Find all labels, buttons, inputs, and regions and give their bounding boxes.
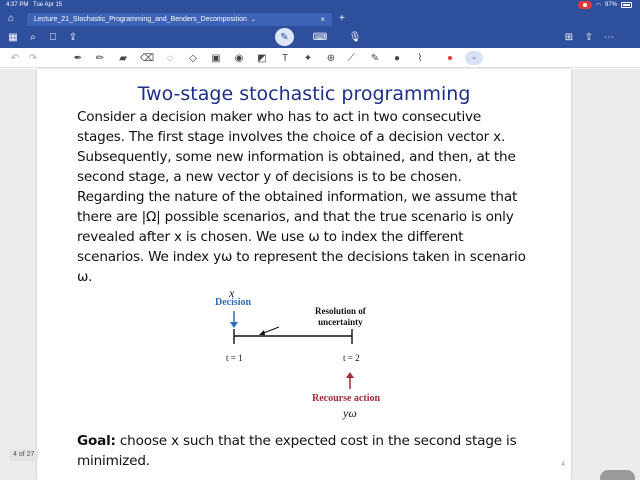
image-icon[interactable]: ▣ bbox=[211, 52, 221, 64]
diagram-x-label: x bbox=[229, 286, 235, 300]
resolution-line-1: Resolution of bbox=[315, 306, 366, 316]
redo-icon[interactable]: ↷ bbox=[28, 52, 38, 64]
eraser-icon[interactable]: ⌫ bbox=[139, 52, 155, 64]
diagram-resolution-label bbox=[315, 306, 366, 328]
lasso-icon[interactable]: ◌ bbox=[167, 52, 173, 64]
camera-icon[interactable]: ◉ bbox=[234, 52, 244, 64]
body-line: scenarios. We index yω to represent the decisions taken in scenario bbox=[77, 249, 526, 265]
brush-icon[interactable]: ⌇ bbox=[417, 52, 423, 64]
add-tab-icon[interactable]: + bbox=[339, 13, 345, 24]
document-area[interactable] bbox=[0, 69, 640, 480]
goal-line-1: choose x such that the expected cost in the second stage is bbox=[115, 433, 517, 449]
sticker-icon[interactable]: ◩ bbox=[257, 52, 267, 64]
sidebar-icon[interactable]: ▦ bbox=[8, 31, 18, 43]
toolbar bbox=[0, 26, 640, 48]
tab-bar bbox=[0, 12, 640, 26]
more-icon[interactable]: ⋯ bbox=[604, 31, 614, 43]
bookmark-icon[interactable]: ⎕ bbox=[50, 31, 56, 43]
recourse-arrowhead bbox=[346, 372, 354, 378]
color-icon[interactable]: ● bbox=[393, 52, 401, 64]
body-line: revealed after x is chosen. We use ω to index the different bbox=[77, 229, 464, 245]
keyboard-icon[interactable]: ⌨ bbox=[312, 31, 328, 43]
battery-percent: 97% bbox=[604, 2, 617, 8]
body-line: stages. The first stage involves the choice of a decision vector x. bbox=[77, 129, 506, 145]
body-line: there are |Ω| possible scenarios, and that the true scenario is only bbox=[77, 209, 514, 225]
wifi-icon: ◠ bbox=[595, 2, 601, 9]
search-icon[interactable]: ⌕ bbox=[30, 31, 36, 43]
slide-title: Two-stage stochastic programming bbox=[137, 83, 471, 105]
shapes-icon[interactable]: ◇ bbox=[189, 52, 197, 64]
slide-number: 4 bbox=[561, 461, 565, 468]
document-tab-title: Lecture_21_Stochastic_Programming_and_Benders_Decomposition bbox=[34, 16, 247, 23]
diagram-y-label: yω bbox=[343, 406, 357, 420]
highlighter-icon[interactable]: ▰ bbox=[119, 52, 127, 64]
export-icon[interactable]: ⇧ bbox=[584, 31, 594, 43]
body-line: Regarding the nature of the obtained information, we assume that bbox=[77, 189, 518, 205]
body-line: Consider a decision maker who has to act in two consecutive bbox=[77, 109, 482, 125]
diagram-t2-label: t = 2 bbox=[343, 353, 360, 363]
laser-icon[interactable]: ✦ bbox=[303, 52, 313, 64]
pencil-icon[interactable]: ✏ bbox=[95, 52, 105, 64]
resolution-pointer-head bbox=[259, 330, 265, 335]
microphone-icon[interactable]: 🎙 bbox=[348, 31, 362, 43]
zoom-icon[interactable]: ⊕ bbox=[326, 52, 336, 64]
text-icon[interactable]: T bbox=[281, 52, 289, 64]
battery-icon bbox=[621, 2, 632, 8]
diagram-t1-label: t = 1 bbox=[226, 353, 243, 363]
timeline-diagram bbox=[197, 284, 437, 424]
status-date: Tue Apr 15 bbox=[33, 2, 63, 8]
document-tab[interactable] bbox=[27, 13, 332, 26]
pen-color-swatch[interactable] bbox=[448, 56, 452, 60]
undo-icon[interactable]: ↶ bbox=[10, 52, 20, 64]
body-line: Subsequently, some new information is obtained, and then, at the bbox=[77, 149, 516, 165]
status-time: 4:37 PM bbox=[6, 2, 29, 8]
diagram-recourse-label: Recourse action bbox=[312, 393, 381, 404]
diagram-decision-label: Decision bbox=[215, 297, 252, 308]
close-icon[interactable]: × bbox=[320, 15, 325, 24]
add-page-icon[interactable]: ⊞ bbox=[564, 31, 574, 43]
share-icon[interactable]: ⇪ bbox=[68, 31, 78, 43]
decision-arrowhead bbox=[230, 322, 238, 328]
goal-label: Goal: bbox=[77, 433, 116, 449]
tools-row bbox=[0, 48, 640, 68]
status-bar bbox=[0, 0, 640, 12]
status-right bbox=[578, 1, 632, 9]
marker-icon[interactable]: ✎ bbox=[370, 52, 380, 64]
chevron-down-icon[interactable]: ⌄ bbox=[250, 17, 256, 23]
page-indicator: 4 of 27 bbox=[9, 449, 38, 461]
tool-options-chevron-icon[interactable]: ⌄ bbox=[465, 51, 483, 65]
scroll-handle[interactable] bbox=[600, 470, 635, 480]
pdf-page[interactable] bbox=[37, 69, 571, 480]
resolution-line-2: uncertainty bbox=[318, 317, 363, 327]
goal-line-2: minimized. bbox=[77, 453, 150, 469]
body-line: second stage, a new vector y of decisions is to be chosen. bbox=[77, 169, 462, 185]
goal-text bbox=[77, 431, 537, 471]
pen-icon[interactable]: ✒ bbox=[73, 52, 83, 64]
body-line: ω. bbox=[77, 269, 93, 285]
pen-mode-icon[interactable]: ✎ bbox=[275, 28, 294, 46]
link-icon[interactable]: ⟋ bbox=[347, 52, 355, 64]
slide-body bbox=[77, 107, 537, 287]
screen-recording-icon bbox=[578, 1, 592, 9]
home-icon[interactable]: ⌂ bbox=[8, 13, 15, 24]
